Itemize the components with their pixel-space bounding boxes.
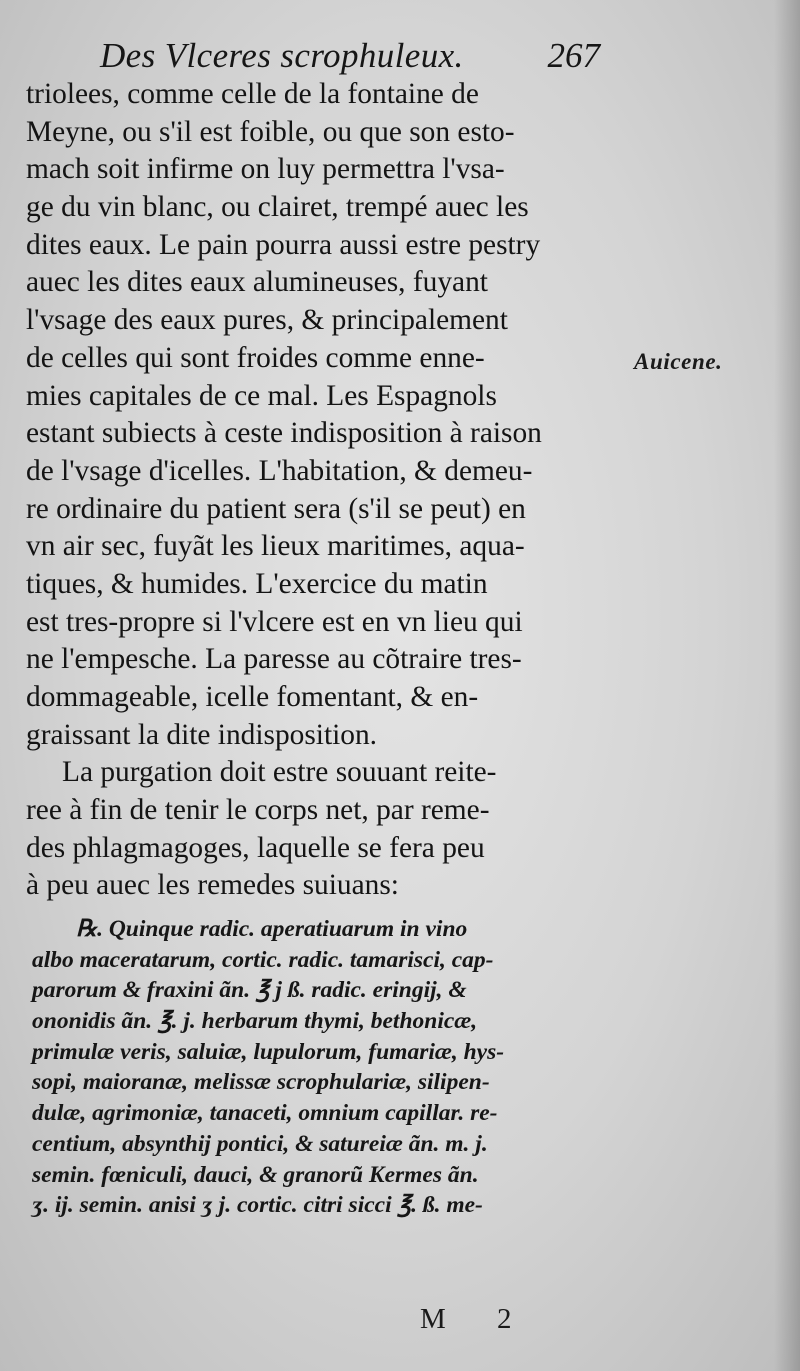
- recipe-line: parorum & fraxini ãn. ℥ j ß. radic. eringij, &: [32, 977, 467, 1004]
- text-line: dommageable, icelle fomentant, & en-: [26, 681, 479, 713]
- recipe-line: ononidis ãn. ℥. j. herbarum thymi, bethonicæ,: [32, 1008, 478, 1035]
- text-line: à peu auec les remedes suiuans:: [26, 869, 399, 902]
- recipe-line: centium, absynthij pontici, & satureiæ ãn. m. j.: [32, 1130, 488, 1157]
- text-line: vn air sec, fuyãt les lieux maritimes, aqua-: [26, 530, 525, 563]
- body-text: [26, 76, 606, 905]
- text-line: des phlagmagoges, laquelle se fera peu: [26, 831, 485, 864]
- recipe-line: albo maceratarum, cortic. radic. tamarisci, cap-: [32, 946, 494, 973]
- text-line: l'vsage des eaux pures, & principalement: [26, 304, 508, 337]
- recipe-line: ℞. Quinque radic. aperatiuarum in vino: [76, 916, 468, 942]
- page-number: 267: [547, 36, 600, 75]
- recipe-line: sopi, maioranæ, melissæ scrophulariæ, silipen-: [32, 1069, 490, 1096]
- text-line: ree à fin de tenir le corps net, par reme-: [26, 794, 490, 827]
- running-title: Des Vlceres scrophuleux.: [100, 36, 464, 75]
- text-line: estant subiects à ceste indisposition à raison: [26, 417, 542, 450]
- text-line: triolees, comme celle de la fontaine de: [26, 78, 479, 110]
- recipe-line: dulæ, agrimoniæ, tanaceti, omnium capillar. re-: [32, 1100, 498, 1127]
- text-line: tiques, & humides. L'exercice du matin: [26, 567, 488, 600]
- text-line: de celles qui sont froides comme enne-: [26, 341, 485, 374]
- recipe-line: semin. fœniculi, dauci, & granorũ Kermes ãn.: [32, 1161, 479, 1188]
- recipe-line: ʒ. ij. semin. anisi ʒ j. cortic. citri sicci ℥. ß. me-: [32, 1192, 483, 1219]
- text-line: est tres-propre si l'vlcere est en vn lieu qui: [26, 605, 523, 638]
- text-line: dites eaux. Le pain pourra aussi estre pestry: [26, 228, 541, 261]
- text-line: mies capitales de ce mal. Les Espagnols: [26, 379, 497, 412]
- text-line: graissant la dite indisposition.: [26, 718, 378, 751]
- text-line: de l'vsage d'icelles. L'habitation, & demeu-: [26, 454, 533, 487]
- page-edge-shadow: [774, 0, 800, 1371]
- signature-mark: M 2: [420, 1303, 534, 1335]
- text-line: auec les dites eaux alumineuses, fuyant: [26, 266, 488, 299]
- recipe-line: primulæ veris, saluiæ, lupulorum, fumariæ, hys-: [32, 1038, 505, 1065]
- text-line: re ordinaire du patient sera (s'il se peut) en: [26, 492, 526, 525]
- text-line: ne l'empesche. La paresse au cõtraire tres-: [26, 643, 522, 676]
- text-line: mach soit infirme on luy permettra l'vsa-: [26, 153, 505, 186]
- text-line: Meyne, ou s'il est foible, ou que son esto-: [26, 115, 515, 148]
- text-line: ge du vin blanc, ou clairet, trempé auec les: [26, 191, 529, 224]
- margin-note: Auicene.: [634, 349, 723, 374]
- text-line: La purgation doit estre souuant reite-: [62, 756, 497, 789]
- recipe-block: [32, 914, 627, 1221]
